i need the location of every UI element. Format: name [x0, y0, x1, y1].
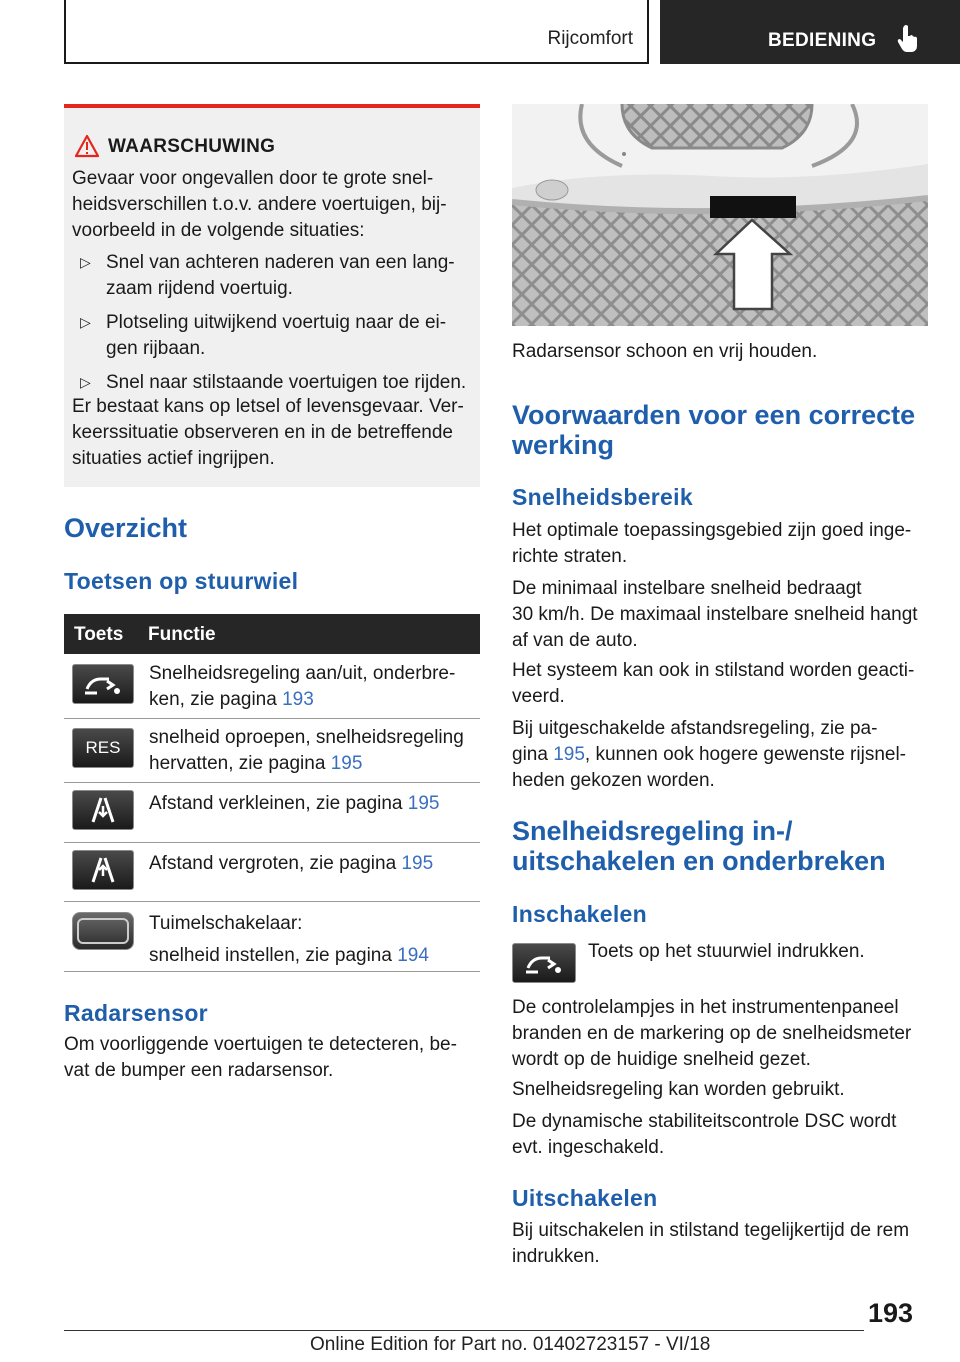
footer-divider	[64, 1330, 864, 1331]
page-link[interactable]: 195	[330, 753, 363, 774]
warning-title: WAARSCHUWING	[108, 136, 276, 157]
paragraph: De dynamische stabiliteitscontrole DSC wordt evt. ingeschakeld.	[512, 1111, 897, 1158]
heading-conditions: Voorwaarden voor een correcte werking	[512, 400, 916, 460]
section-title: Rijcomfort	[547, 28, 633, 49]
col-header-toets: Toets	[74, 624, 124, 645]
warning-intro: Gevaar voor ongevallen door te grote snel- heidsverschillen t.o.v. andere voertuigen, bij- voorbeeld in de volgende situaties:	[72, 168, 447, 241]
page-number: 193	[868, 1298, 914, 1328]
page-link[interactable]: 194	[397, 945, 429, 966]
heading-overview: Overzicht	[64, 513, 188, 543]
heading-buttons: Toetsen op stuurwiel	[64, 568, 299, 594]
page-link[interactable]: 195	[401, 853, 434, 874]
paragraph: De controlelampjes in het instrumentenpaneel branden en de markering op de snelheidsmeter wordt op de huidige snelheid gezet.	[512, 997, 912, 1070]
res-button-icon: RES	[72, 728, 134, 768]
warning-box	[64, 104, 480, 487]
footer-edition: Online Edition for Part no. 01402723157 - VI/18	[310, 1334, 711, 1355]
heading-switch-on: Inschakelen	[512, 901, 647, 927]
heading-on-off: Snelheidsregeling in-/ uitschakelen en onderbreken	[512, 816, 886, 876]
list-item: ▷ Snel van achteren naderen van een lang- zaam rijdend voertuig.	[80, 252, 455, 299]
table-row	[72, 850, 134, 890]
paragraph: Snelheidsregeling kan worden gebruikt.	[512, 1079, 845, 1100]
list-item: ▷ Snel naar stilstaande voertuigen toe rijden.	[80, 372, 467, 393]
page-link[interactable]: 195	[407, 793, 440, 814]
bullet-triangle-icon: ▷	[80, 254, 91, 270]
table-row	[72, 912, 134, 950]
paragraph: Het systeem kan ook in stilstand worden geacti- veerd.	[512, 660, 915, 707]
page-link[interactable]: 193	[282, 689, 314, 710]
row-divider	[64, 842, 480, 843]
radar-sensor-photo	[512, 104, 928, 326]
pointing-hand-icon	[896, 24, 922, 52]
row-divider	[64, 901, 480, 902]
paragraph: Bij uitgeschakelde afstandsregeling, zie pa- gina 195, kunnen ook hogere gewenste rijsnel- heden gekozen worden.	[512, 718, 906, 791]
table-row	[72, 728, 134, 768]
photo-caption: Radarsensor schoon en vrij houden.	[512, 341, 818, 362]
distance-decrease-icon	[72, 790, 134, 830]
table-header	[64, 614, 480, 654]
paragraph: Bij uitschakelen in stilstand tegelijkertijd de rem indrukken.	[512, 1220, 910, 1267]
bullet-triangle-icon: ▷	[80, 374, 91, 390]
list-item: ▷ Plotseling uitwijkend voertuig naar de ei- gen rijbaan.	[80, 312, 447, 359]
bullet-triangle-icon: ▷	[80, 314, 91, 330]
table-row	[72, 664, 134, 704]
row-divider	[64, 782, 480, 783]
paragraph: De minimaal instelbare snelheid bedraagt 30 km/h. De maximaal instelbare snelheid hangt af van de auto.	[512, 578, 918, 651]
heading-radar: Radarsensor	[64, 1000, 208, 1026]
row-divider	[64, 718, 480, 719]
header-chapter-box	[660, 0, 960, 64]
warning-outro: Er bestaat kans op letsel of levensgevaar. Ver- keerssituatie observeren en in de betreffende situaties actief ingrijpen.	[72, 396, 464, 469]
header-section-box	[64, 0, 649, 64]
warning-triangle-icon	[74, 134, 100, 158]
warning-bullet-list	[72, 250, 472, 400]
heading-switch-off: Uitschakelen	[512, 1185, 658, 1211]
col-header-functie: Functie	[148, 624, 216, 645]
rocker-switch-icon	[72, 912, 134, 950]
paragraph: Het optimale toepassingsgebied zijn goed inge- richte straten.	[512, 520, 912, 567]
heading-speed-range: Snelheidsbereik	[512, 484, 693, 510]
table-row	[72, 790, 134, 830]
page-link[interactable]: 195	[553, 744, 585, 765]
row-divider	[64, 971, 480, 972]
distance-increase-icon	[72, 850, 134, 890]
cruise-control-icon	[72, 664, 134, 704]
switch-on-text: Toets op het stuurwiel indrukken.	[588, 941, 865, 962]
radar-paragraph: Om voorliggende voertuigen te detecteren, be- vat de bumper een radarsensor.	[64, 1034, 457, 1081]
chapter-title: BEDIENING	[768, 30, 877, 51]
cruise-control-icon	[512, 943, 576, 983]
